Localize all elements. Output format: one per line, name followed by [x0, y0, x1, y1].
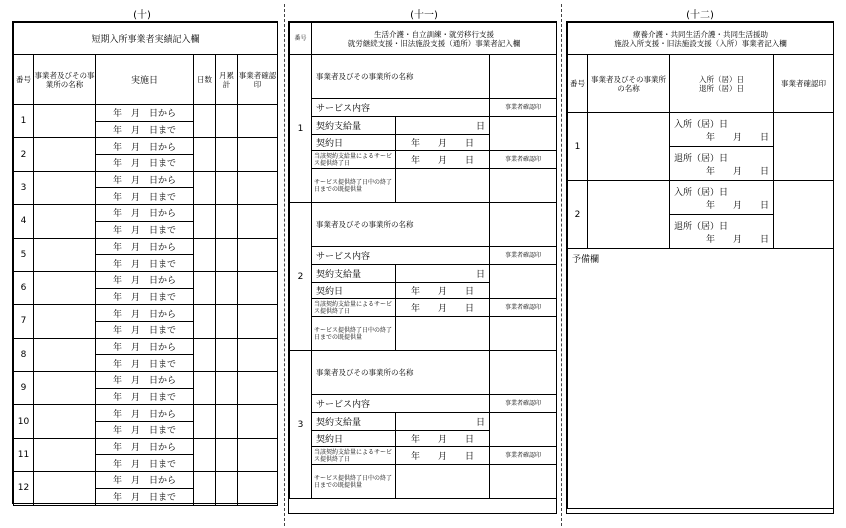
- row-number: 11: [14, 438, 34, 471]
- confirm-seal-cell[interactable]: [490, 117, 557, 151]
- monthly-total-cell[interactable]: [216, 438, 238, 471]
- confirm-seal-cell[interactable]: [238, 305, 278, 338]
- monthly-total-cell[interactable]: [216, 238, 238, 271]
- end-date-cell[interactable]: 年 月 日: [396, 299, 490, 317]
- provider-cell[interactable]: [490, 55, 557, 99]
- section12-title-line2: 施設入所支援・旧法施設支援（入所）事業者記入欄: [614, 38, 787, 48]
- remaining-note: サービス提供終了日中の終了日までの既提供量: [312, 317, 396, 351]
- confirm-seal-cell[interactable]: [238, 438, 278, 471]
- confirm-seal-label: 事業者確認印: [490, 99, 557, 117]
- remaining-cell[interactable]: [396, 317, 490, 351]
- date-from-cell[interactable]: 年 月 日から: [96, 105, 194, 122]
- row-number: 2: [290, 203, 312, 351]
- section12-table: [566, 21, 834, 514]
- date-from-cell[interactable]: 年 月 日から: [96, 138, 194, 155]
- days-cell[interactable]: [194, 305, 216, 338]
- confirm-seal-cell[interactable]: [238, 138, 278, 171]
- date-from-cell[interactable]: 年 月 日から: [96, 405, 194, 422]
- header-no: 番号: [568, 55, 588, 113]
- date-to-cell[interactable]: 年 月 日まで: [96, 288, 194, 305]
- amount-day[interactable]: 日: [396, 413, 490, 431]
- date-to-cell[interactable]: 年 月 日まで: [96, 188, 194, 205]
- confirm-seal-cell[interactable]: [490, 265, 557, 299]
- in-ymd: 年 月 日: [705, 200, 769, 211]
- out-ymd: 年 月 日: [705, 166, 769, 177]
- provider-cell[interactable]: [34, 438, 96, 471]
- monthly-total-cell[interactable]: [216, 105, 238, 138]
- date-from-cell[interactable]: 年 月 日から: [96, 205, 194, 222]
- monthly-total-cell[interactable]: [216, 138, 238, 171]
- end-date-cell[interactable]: 年 月 日: [396, 447, 490, 465]
- section12-title: [568, 23, 834, 55]
- confirm-seal-cell[interactable]: [238, 338, 278, 371]
- confirm-seal-cell[interactable]: [238, 271, 278, 304]
- provider-cell[interactable]: [34, 305, 96, 338]
- days-cell[interactable]: [194, 171, 216, 204]
- end-date-cell[interactable]: 年 月 日: [396, 151, 490, 169]
- confirm-seal-cell[interactable]: [490, 465, 557, 499]
- amount-label: 契約支給量: [312, 117, 396, 135]
- days-cell[interactable]: [194, 338, 216, 371]
- confirm-seal-label: 事業者確認印: [490, 299, 557, 317]
- provider-label: 事業者及びその事業所の名称: [312, 203, 490, 247]
- date-from-cell[interactable]: 年 月 日から: [96, 438, 194, 455]
- monthly-total-cell[interactable]: [216, 305, 238, 338]
- section10-number: (十): [133, 10, 151, 21]
- end-date-note: 当該契約支給量によるサービス提供終了日: [312, 447, 396, 465]
- out-label: 退所（居）日: [674, 221, 729, 232]
- provider-cell[interactable]: [34, 105, 96, 138]
- row-number: 3: [14, 171, 34, 204]
- section11-title-line2: 就労継続支援・旧法施設支援（通所）事業者記入欄: [347, 38, 521, 48]
- days-cell[interactable]: [194, 138, 216, 171]
- date-from-cell[interactable]: 年 月 日から: [96, 472, 194, 489]
- amount-day[interactable]: 日: [396, 117, 490, 135]
- provider-cell[interactable]: [34, 405, 96, 438]
- row-number: 9: [14, 372, 34, 405]
- service-label: サービス内容: [312, 395, 490, 413]
- amount-label: 契約支給量: [312, 413, 396, 431]
- confirm-seal-cell[interactable]: [490, 317, 557, 351]
- date-to-cell[interactable]: 年 月 日まで: [96, 255, 194, 272]
- end-date-note: 当該契約支給量によるサービス提供終了日: [312, 151, 396, 169]
- out-ymd: 年 月 日: [705, 234, 769, 245]
- days-cell[interactable]: [194, 238, 216, 271]
- section12-number: (十二): [686, 10, 714, 21]
- row-number: 6: [14, 271, 34, 304]
- date-to-cell[interactable]: 年 月 日まで: [96, 455, 194, 472]
- section-divider: [284, 4, 285, 526]
- service-label: サービス内容: [312, 99, 490, 117]
- provider-cell[interactable]: [490, 203, 557, 247]
- provider-label: 事業者及びその事業所の名称: [312, 351, 490, 395]
- header-confirm-seal: 事業者確認印: [238, 55, 278, 105]
- confirm-seal-cell[interactable]: [238, 472, 278, 505]
- date-from-cell[interactable]: 年 月 日から: [96, 171, 194, 188]
- days-cell[interactable]: [194, 405, 216, 438]
- provider-cell[interactable]: [34, 472, 96, 505]
- provider-cell[interactable]: [34, 138, 96, 171]
- in-date-cell[interactable]: [670, 181, 774, 215]
- confirm-seal-cell[interactable]: [490, 169, 557, 203]
- provider-cell[interactable]: [588, 181, 670, 249]
- date-to-cell[interactable]: 年 月 日まで: [96, 321, 194, 338]
- days-cell[interactable]: [194, 205, 216, 238]
- confirm-seal-cell[interactable]: [238, 205, 278, 238]
- out-date-cell[interactable]: [670, 215, 774, 249]
- contract-date-cell[interactable]: 年 月 日: [396, 431, 490, 447]
- days-cell[interactable]: [194, 438, 216, 471]
- confirm-seal-label: 事業者確認印: [490, 395, 557, 413]
- row-number: 5: [14, 238, 34, 271]
- section11-no-header: 番号: [290, 23, 312, 55]
- date-to-cell[interactable]: 年 月 日まで: [96, 488, 194, 505]
- row-number: 1: [14, 105, 34, 138]
- section11-title: [312, 23, 557, 55]
- date-to-cell[interactable]: 年 月 日まで: [96, 121, 194, 138]
- monthly-total-cell[interactable]: [216, 472, 238, 505]
- header-provider: 事業者及びその事業所の名称: [34, 55, 96, 105]
- confirm-seal-label: 事業者確認印: [490, 247, 557, 265]
- section10-table: [12, 21, 278, 504]
- date-to-cell[interactable]: 年 月 日まで: [96, 388, 194, 405]
- date-from-cell[interactable]: 年 月 日から: [96, 372, 194, 389]
- date-from-cell[interactable]: 年 月 日から: [96, 271, 194, 288]
- row-number: 4: [14, 205, 34, 238]
- monthly-total-cell[interactable]: [216, 271, 238, 304]
- provider-cell[interactable]: [34, 271, 96, 304]
- in-label: 入所（居）日: [674, 119, 729, 130]
- days-cell[interactable]: [194, 472, 216, 505]
- confirm-seal-cell[interactable]: [490, 413, 557, 447]
- provider-cell[interactable]: [34, 238, 96, 271]
- contract-date-cell[interactable]: 年 月 日: [396, 283, 490, 299]
- date-to-cell[interactable]: 年 月 日まで: [96, 155, 194, 172]
- remaining-cell[interactable]: [396, 465, 490, 499]
- date-to-cell[interactable]: 年 月 日まで: [96, 355, 194, 372]
- monthly-total-cell[interactable]: [216, 405, 238, 438]
- confirm-seal-cell[interactable]: [238, 171, 278, 204]
- confirm-seal-cell[interactable]: [238, 372, 278, 405]
- confirm-seal-label: 事業者確認印: [490, 151, 557, 169]
- in-date-cell[interactable]: [670, 113, 774, 147]
- header-dates: 実施日: [96, 55, 194, 105]
- contract-date-label: 契約日: [312, 283, 396, 299]
- header-in-out: 入所（居）日 退所（居）日: [670, 55, 774, 113]
- days-cell[interactable]: [194, 271, 216, 304]
- remarks-cell[interactable]: [568, 249, 834, 509]
- out-date-cell[interactable]: [670, 147, 774, 181]
- provider-cell[interactable]: [34, 171, 96, 204]
- contract-date-label: 契約日: [312, 135, 396, 151]
- provider-cell[interactable]: [34, 205, 96, 238]
- date-to-cell[interactable]: 年 月 日まで: [96, 422, 194, 439]
- date-from-cell[interactable]: 年 月 日から: [96, 305, 194, 322]
- header-monthly-total: 月累計: [216, 55, 238, 105]
- monthly-total-cell[interactable]: [216, 205, 238, 238]
- confirm-seal-label: 事業者確認印: [490, 447, 557, 465]
- row-number: 1: [290, 55, 312, 203]
- provider-cell[interactable]: [34, 372, 96, 405]
- row-number: 12: [14, 472, 34, 505]
- section12-title-line1: 療養介護・共同生活介護・共同生活援助: [633, 29, 768, 39]
- row-number: 3: [290, 351, 312, 499]
- date-to-cell[interactable]: 年 月 日まで: [96, 221, 194, 238]
- remaining-note: サービス提供終了日中の終了日までの既提供量: [312, 169, 396, 203]
- provider-cell[interactable]: [34, 338, 96, 371]
- row-number: 7: [14, 305, 34, 338]
- monthly-total-cell[interactable]: [216, 372, 238, 405]
- out-label: 退所（居）日: [674, 153, 729, 164]
- service-label: サービス内容: [312, 247, 490, 265]
- header-provider: 事業者及びその事業所の名称: [588, 55, 670, 113]
- date-from-cell[interactable]: 年 月 日から: [96, 338, 194, 355]
- remaining-cell[interactable]: [396, 169, 490, 203]
- days-cell[interactable]: [194, 372, 216, 405]
- monthly-total-cell[interactable]: [216, 171, 238, 204]
- contract-date-cell[interactable]: 年 月 日: [396, 135, 490, 151]
- section11-title-line1: 生活介護・自立訓練・就労移行支援: [374, 29, 494, 39]
- row-number: 10: [14, 405, 34, 438]
- amount-label: 契約支給量: [312, 265, 396, 283]
- confirm-seal-cell[interactable]: [774, 181, 834, 249]
- row-number: 2: [568, 181, 588, 249]
- remarks-label: 予備欄: [572, 255, 600, 265]
- date-from-cell[interactable]: 年 月 日から: [96, 238, 194, 255]
- amount-day[interactable]: 日: [396, 265, 490, 283]
- remaining-note: サービス提供終了日中の終了日までの既提供量: [312, 465, 396, 499]
- monthly-total-cell[interactable]: [216, 338, 238, 371]
- header-no: 番号: [14, 55, 34, 105]
- header-confirm-seal: 事業者確認印: [774, 55, 834, 113]
- days-cell[interactable]: [194, 105, 216, 138]
- provider-label: 事業者及びその事業所の名称: [312, 55, 490, 99]
- section10-title: 短期入所事業者実績記入欄: [14, 23, 278, 55]
- section11-number: (十一): [410, 10, 438, 21]
- in-ymd: 年 月 日: [705, 132, 769, 143]
- contract-date-label: 契約日: [312, 431, 396, 447]
- provider-cell[interactable]: [490, 351, 557, 395]
- header-days: 日数: [194, 55, 216, 105]
- section-divider: [561, 4, 562, 526]
- confirm-seal-cell[interactable]: [774, 113, 834, 181]
- row-number: 2: [14, 138, 34, 171]
- row-number: 1: [568, 113, 588, 181]
- in-label: 入所（居）日: [674, 187, 729, 198]
- end-date-note: 当該契約支給量によるサービス提供終了日: [312, 299, 396, 317]
- provider-cell[interactable]: [588, 113, 670, 181]
- section11-table: [288, 21, 557, 514]
- row-number: 8: [14, 338, 34, 371]
- confirm-seal-cell[interactable]: [238, 105, 278, 138]
- confirm-seal-cell[interactable]: [238, 238, 278, 271]
- confirm-seal-cell[interactable]: [238, 405, 278, 438]
